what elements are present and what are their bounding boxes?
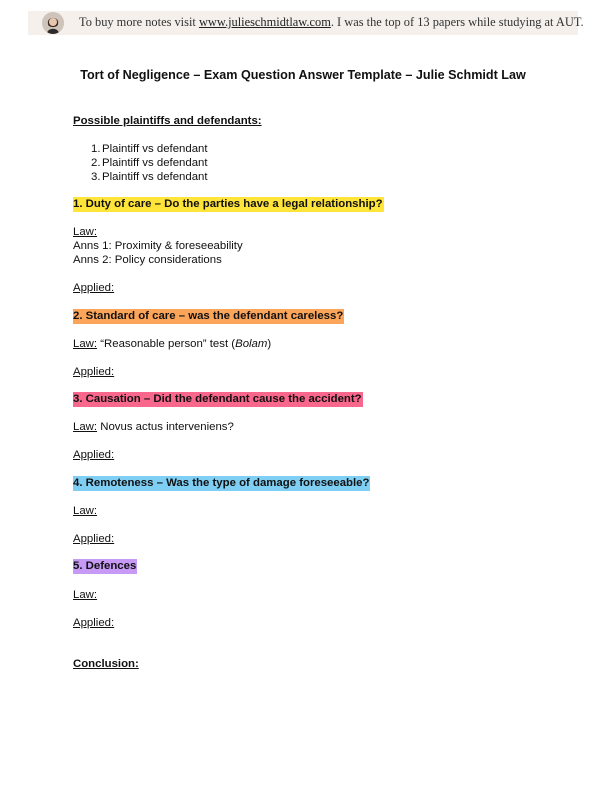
duty-law-label: Law: — [73, 226, 98, 238]
remoteness-law-label: Law: — [73, 505, 98, 517]
standard-law-close: ) — [267, 338, 272, 350]
page-title: Tort of Negligence – Exam Question Answer Template – Julie Schmidt Law — [80, 68, 526, 82]
list-number: 3. — [91, 171, 101, 183]
duty-law-line: Anns 1: Proximity & foreseeability — [73, 240, 243, 252]
causation-law-line — [73, 420, 234, 434]
list-item — [91, 170, 208, 184]
defences-applied-label: Applied: — [73, 617, 115, 629]
duty-heading-line — [73, 197, 384, 211]
parties-heading: Possible plaintiffs and defendants: — [73, 115, 262, 127]
duty-of-care-heading: 1. Duty of care – Do the parties have a legal relationship? — [73, 198, 383, 210]
defences-heading-line — [73, 559, 137, 573]
list-number: 1. — [91, 143, 101, 155]
case-name: Bolam — [235, 338, 268, 350]
list-text: Plaintiff vs defendant — [102, 157, 208, 169]
causation-law-label: Law: — [73, 421, 98, 433]
banner-suffix: . I was the top of 13 papers while studying at AUT. — [330, 15, 584, 29]
website-link[interactable]: www.julieschmidtlaw.com — [198, 15, 331, 29]
standard-law-line — [73, 337, 271, 351]
standard-applied-label: Applied: — [73, 366, 115, 378]
defences-law-label: Law: — [73, 589, 98, 601]
standard-of-care-heading: 2. Standard of care – was the defendant careless? — [73, 310, 344, 322]
causation-heading-line — [73, 392, 363, 406]
list-text: Plaintiff vs defendant — [102, 171, 208, 183]
banner-prefix: To buy more notes visit — [79, 15, 199, 29]
promo-banner — [28, 11, 584, 35]
causation-law-text: Novus actus interveniens? — [97, 421, 234, 433]
list-item — [91, 142, 208, 156]
standard-law-label: Law: — [73, 338, 98, 350]
conclusion-heading: Conclusion: — [73, 658, 139, 670]
list-item — [91, 156, 208, 170]
duty-applied-label: Applied: — [73, 282, 115, 294]
standard-law-text: “Reasonable person” test ( — [97, 338, 236, 350]
list-text: Plaintiff vs defendant — [102, 143, 208, 155]
remoteness-heading-line — [73, 476, 370, 490]
remoteness-heading: 4. Remoteness – Was the type of damage foreseeable? — [73, 477, 370, 489]
remoteness-applied-label: Applied: — [73, 533, 115, 545]
causation-heading: 3. Causation – Did the defendant cause the accident? — [73, 393, 362, 405]
duty-law-line: Anns 2: Policy considerations — [73, 254, 222, 266]
avatar — [42, 12, 64, 34]
list-number: 2. — [91, 157, 101, 169]
causation-applied-label: Applied: — [73, 449, 115, 461]
standard-heading-line — [73, 309, 344, 323]
banner-text — [79, 15, 584, 30]
defences-heading: 5. Defences — [73, 560, 137, 572]
